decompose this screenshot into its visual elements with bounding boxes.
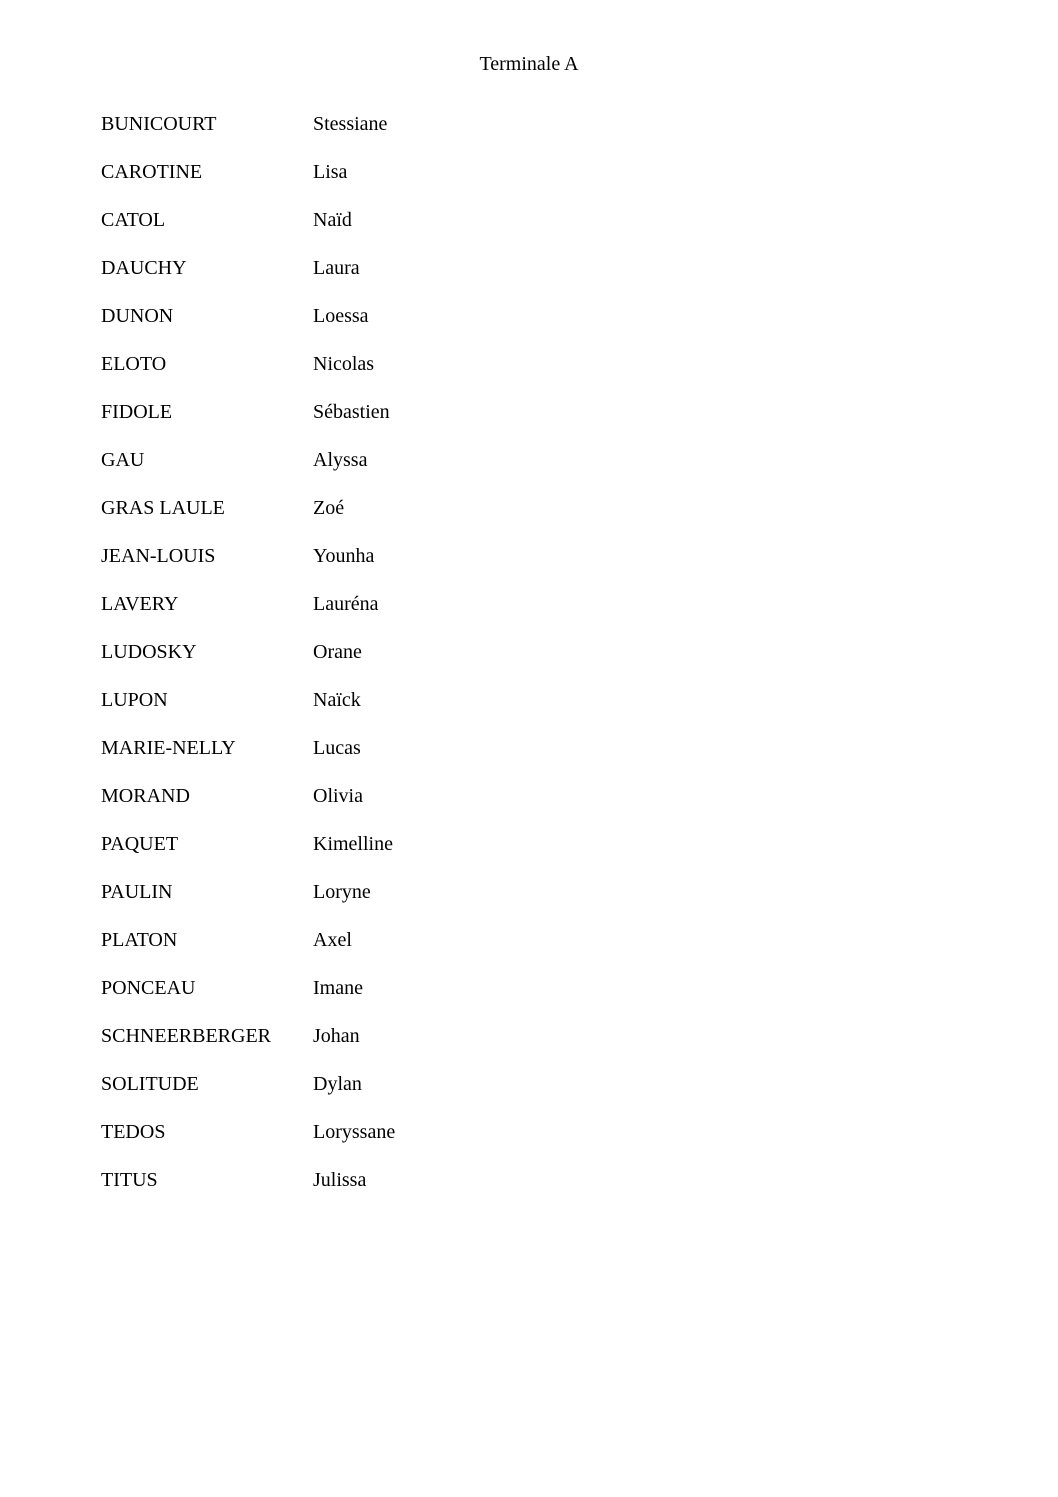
student-surname: DAUCHY [101,257,187,279]
student-firstname: Axel [313,929,352,951]
student-firstname: Laura [313,257,360,279]
student-surname: GRAS LAULE [101,497,225,519]
student-surname: MORAND [101,785,190,807]
student-firstname: Lisa [313,161,348,183]
list-item [101,928,395,976]
student-firstname: Loessa [313,305,369,327]
student-firstname: Nicolas [313,353,375,375]
student-firstname: Zoé [313,497,345,519]
student-firstname: Lucas [313,737,361,759]
list-item [101,832,395,880]
student-surname: CATOL [101,209,166,231]
student-surname: ELOTO [101,353,167,375]
student-surname: LAVERY [101,593,179,615]
student-surname: FIDOLE [101,401,173,423]
list-item [101,1120,395,1168]
list-item [101,256,395,304]
list-item [101,160,395,208]
student-firstname: Julissa [313,1169,367,1191]
student-firstname: Alyssa [313,449,368,471]
list-item [101,592,395,640]
page-title: Terminale A [479,53,579,75]
student-firstname: Orane [313,641,362,663]
list-item [101,352,395,400]
student-firstname: Johan [313,1025,360,1047]
list-item [101,400,395,448]
student-surname: PLATON [101,929,178,951]
student-firstname: Naïck [313,689,361,711]
list-item [101,544,395,592]
student-surname: DUNON [101,305,174,327]
student-firstname: Loryne [313,881,371,903]
list-item [101,640,395,688]
student-firstname: Loryssane [313,1121,396,1143]
list-item [101,688,395,736]
student-firstname: Sébastien [313,401,390,423]
student-surname: JEAN-LOUIS [101,545,216,567]
list-item [101,880,395,928]
student-firstname: Naïd [313,209,352,231]
list-item [101,304,395,352]
list-item [101,448,395,496]
student-list [101,112,395,1216]
student-firstname: Imane [313,977,363,999]
student-surname: TITUS [101,1169,158,1191]
student-firstname: Dylan [313,1073,362,1095]
student-surname: PONCEAU [101,977,196,999]
list-item [101,1168,395,1216]
student-surname: LUDOSKY [101,641,197,663]
list-item [101,1072,395,1120]
list-item [101,496,395,544]
student-surname: TEDOS [101,1121,166,1143]
student-firstname: Stessiane [313,113,388,135]
list-item [101,784,395,832]
student-firstname: Lauréna [313,593,379,615]
list-item [101,208,395,256]
list-item [101,976,395,1024]
student-surname: CAROTINE [101,161,203,183]
student-surname: SCHNEERBERGER [101,1025,272,1047]
student-surname: MARIE-NELLY [101,737,236,759]
student-surname: LUPON [101,689,168,711]
student-firstname: Younha [313,545,375,567]
student-surname: PAQUET [101,833,179,855]
student-surname: BUNICOURT [101,113,217,135]
student-firstname: Olivia [313,785,363,807]
student-surname: GAU [101,449,145,471]
student-firstname: Kimelline [313,833,393,855]
list-item [101,112,395,160]
list-item [101,1024,395,1072]
list-item [101,736,395,784]
student-surname: PAULIN [101,881,173,903]
student-surname: SOLITUDE [101,1073,199,1095]
